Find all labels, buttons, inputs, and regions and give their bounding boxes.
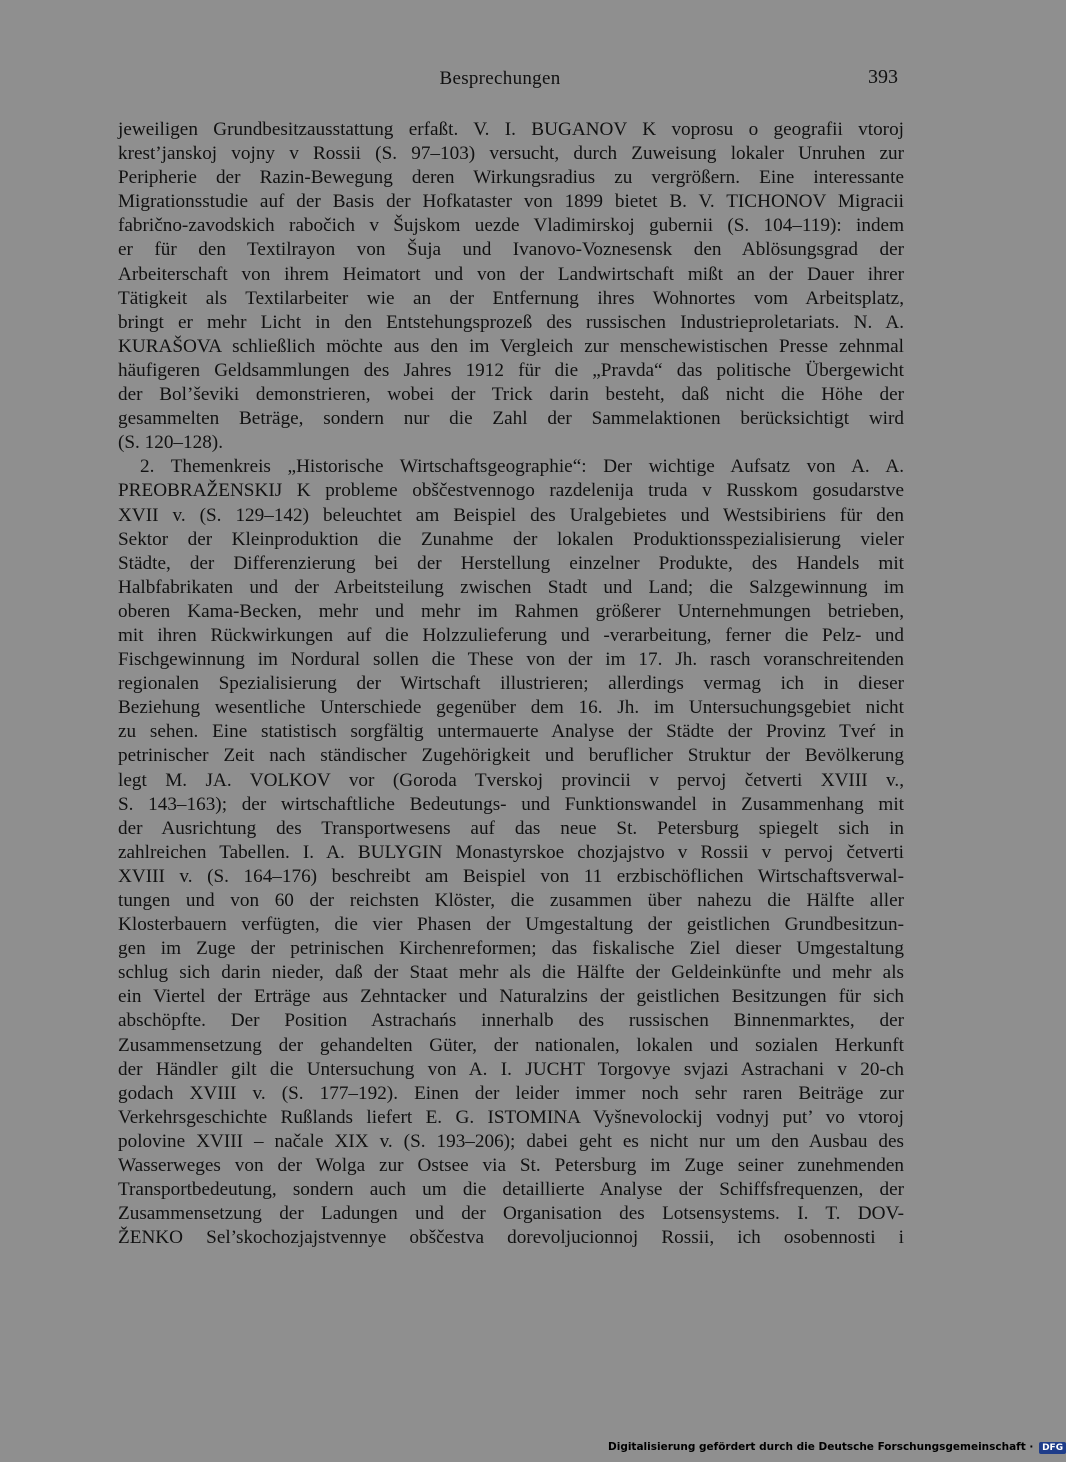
text-line: er für den Textilrayon von Šuja und Ivanovo-Voznesensk den Ablösungsgrad der — [118, 239, 904, 261]
text-line: Zusammensetzung der Ladungen und der Organisation des Lotsensystems. I. T. DOV- — [118, 1203, 904, 1225]
text-line: legt M. JA. VOLKOV vor (Goroda Tverskoj provincii v pervoj četverti XVIII v., — [118, 769, 904, 791]
text-line: Beziehung wesentliche Unterschiede gegenüber dem 16. Jh. im Untersuchungsgebiet nicht — [118, 697, 904, 719]
text-line: abschöpfte. Der Position Astrachańs innerhalb des russischen Binnenmarktes, der — [118, 1010, 904, 1032]
running-header: Besprechungen — [439, 68, 561, 89]
digitization-footer — [608, 1441, 1066, 1454]
text-line: Wasserweges von der Wolga zur Ostsee via St. Petersburg im Zuge seiner zunehmenden — [118, 1155, 904, 1177]
text-line: der Bol’ševiki demonstrieren, wobei der Trick darin besteht, daß nicht die Höhe der — [118, 384, 904, 406]
text-line: Sektor der Kleinproduktion die Zunahme der lokalen Produktionsspezialisierung vieler — [118, 528, 904, 550]
text-line: Peripherie der Razin-Bewegung deren Wirkungsradius zu vergrößern. Eine interessante — [118, 167, 904, 189]
text-line: KURAŠOVA schließlich möchte aus den im Vergleich zur menschewistischen Presse zehnmal — [118, 335, 904, 357]
text-line: fabrično-zavodskich rabočich v Šujskom uezde Vladimirskoj gubernii (S. 104–119): indem — [118, 215, 904, 237]
text-line: 2. Themenkreis „Historische Wirtschaftsgeographie“: Der wichtige Aufsatz von A. A. — [140, 456, 904, 478]
text-line: PREOBRAŽENSKIJ K probleme obščestvennogo razdelenija truda v Russkom gosudarstve — [118, 480, 904, 502]
text-line: XVIII v. (S. 164–176) beschreibt am Beispiel von 11 erzbischöflichen Wirtschaftsverwal- — [118, 865, 904, 887]
text-line: polovine XVIII – načale XIX v. (S. 193–206); dabei geht es nicht nur um den Ausbau des — [118, 1130, 904, 1152]
page-number: 393 — [868, 66, 898, 88]
text-line: Verkehrsgeschichte Rußlands liefert E. G. ISTOMINA Vyšnevolockij vodnyj put’ vo vtoroj — [118, 1106, 904, 1128]
text-line: schlug sich darin nieder, daß der Staat mehr als die Hälfte der Geldeinkünfte und mehr als — [118, 962, 904, 984]
footer-text: Digitalisierung gefördert durch die Deutsche Forschungsgemeinschaft · — [608, 1441, 1034, 1453]
text-line: der Händler gilt die Untersuchung von A. I. JUCHT Torgovye svjazi Astrachani v 20-ch — [118, 1058, 904, 1080]
text-line: godach XVIII v. (S. 177–192). Einen der leider immer noch sehr raren Beiträge zur — [118, 1082, 904, 1104]
text-line: XVII v. (S. 129–142) beleuchtet am Beispiel des Uralgebietes und Westsibiriens für den — [118, 504, 904, 526]
text-line: ein Viertel der Erträge aus Zehntacker und Naturalzins der geistlichen Besitzungen für sich — [118, 986, 904, 1008]
text-line: Fischgewinnung im Nordural sollen die These von der im 17. Jh. rasch voranschreitenden — [118, 649, 904, 671]
text-line: petrinischer Zeit nach ständischer Zugehörigkeit und beruflicher Struktur der Bevölkerung — [118, 745, 904, 767]
text-line: regionalen Spezialisierung der Wirtschaft illustrieren; allerdings vermag ich in dieser — [118, 673, 904, 695]
text-line: (S. 120–128). — [118, 432, 223, 454]
text-line: gesammelten Beträge, sondern nur die Zahl der Sammelaktionen berücksichtigt wird — [118, 408, 904, 430]
text-line: Halbfabrikaten und der Arbeitsteilung zwischen Stadt und Land; die Salzgewinnung im — [118, 576, 904, 598]
text-line: gen im Zuge der petrinischen Kirchenreformen; das fiskalische Ziel dieser Umgestaltung — [118, 938, 904, 960]
text-line: häufigeren Geldsammlungen des Jahres 1912 für die „Pravda“ das politische Übergewicht — [118, 359, 904, 381]
dfg-logo: DFG — [1039, 1442, 1066, 1454]
text-line: mit ihren Rückwirkungen auf die Holzzulieferung und -verarbeitung, ferner die Pelz- und — [118, 624, 904, 646]
text-line: ŽENKO Sel’skochozjajstvennye obščestva dorevoljucionnoj Rossii, ich osobennosti i — [118, 1227, 904, 1249]
text-line: Zusammensetzung der gehandelten Güter, der nationalen, lokalen und sozialen Herkunft — [118, 1034, 904, 1056]
text-line: Städte, der Differenzierung bei der Herstellung einzelner Produkte, des Handels mit — [118, 552, 904, 574]
body-text — [118, 118, 904, 1250]
text-line: Transportbedeutung, sondern auch um die detaillierte Analyse der Schiffsfrequenzen, der — [118, 1179, 904, 1201]
text-line: Tätigkeit als Textilarbeiter wie an der Entfernung ihres Wohnortes vom Arbeitsplatz, — [118, 287, 904, 309]
text-line: tungen und von 60 der reichsten Klöster, die zusammen über nahezu die Hälfte aller — [118, 890, 904, 911]
text-line: Migrationsstudie auf der Basis der Hofkataster von 1899 bietet B. V. TICHONOV Migracii — [118, 191, 904, 213]
text-line: zahlreichen Tabellen. I. A. BULYGIN Monastyrskoe chozjajstvo v Rossii v pervoj četverti — [118, 841, 904, 863]
text-line: jeweiligen Grundbesitzausstattung erfaßt. V. I. BUGANOV K voprosu o geografii vtoroj — [118, 119, 904, 140]
text-line: bringt er mehr Licht in den Entstehungsprozeß des russischen Industrieproletariats. N. A. — [118, 311, 904, 333]
text-line: krest’janskoj vojny v Rossii (S. 97–103) versucht, durch Zuweisung lokaler Unruhen zur — [118, 143, 904, 165]
text-line: S. 143–163); der wirtschaftliche Bedeutungs- und Funktionswandel in Zusammenhang mit — [118, 793, 904, 815]
text-line: der Ausrichtung des Transportwesens auf das neue St. Petersburg spiegelt sich in — [118, 817, 904, 839]
text-line: Arbeiterschaft von ihrem Heimatort und von der Landwirtschaft mißt an der Dauer ihrer — [118, 263, 904, 285]
text-line: Klosterbauern verfügten, die vier Phasen der Umgestaltung der geistlichen Grundbesitzun- — [118, 914, 904, 936]
text-line: oberen Kama-Becken, mehr und mehr im Rahmen größerer Unternehmungen betrieben, — [118, 600, 904, 622]
text-line: zu sehen. Eine statistisch sorgfältig untermauerte Analyse der Städte der Provinz Tveŕ in — [118, 721, 904, 743]
